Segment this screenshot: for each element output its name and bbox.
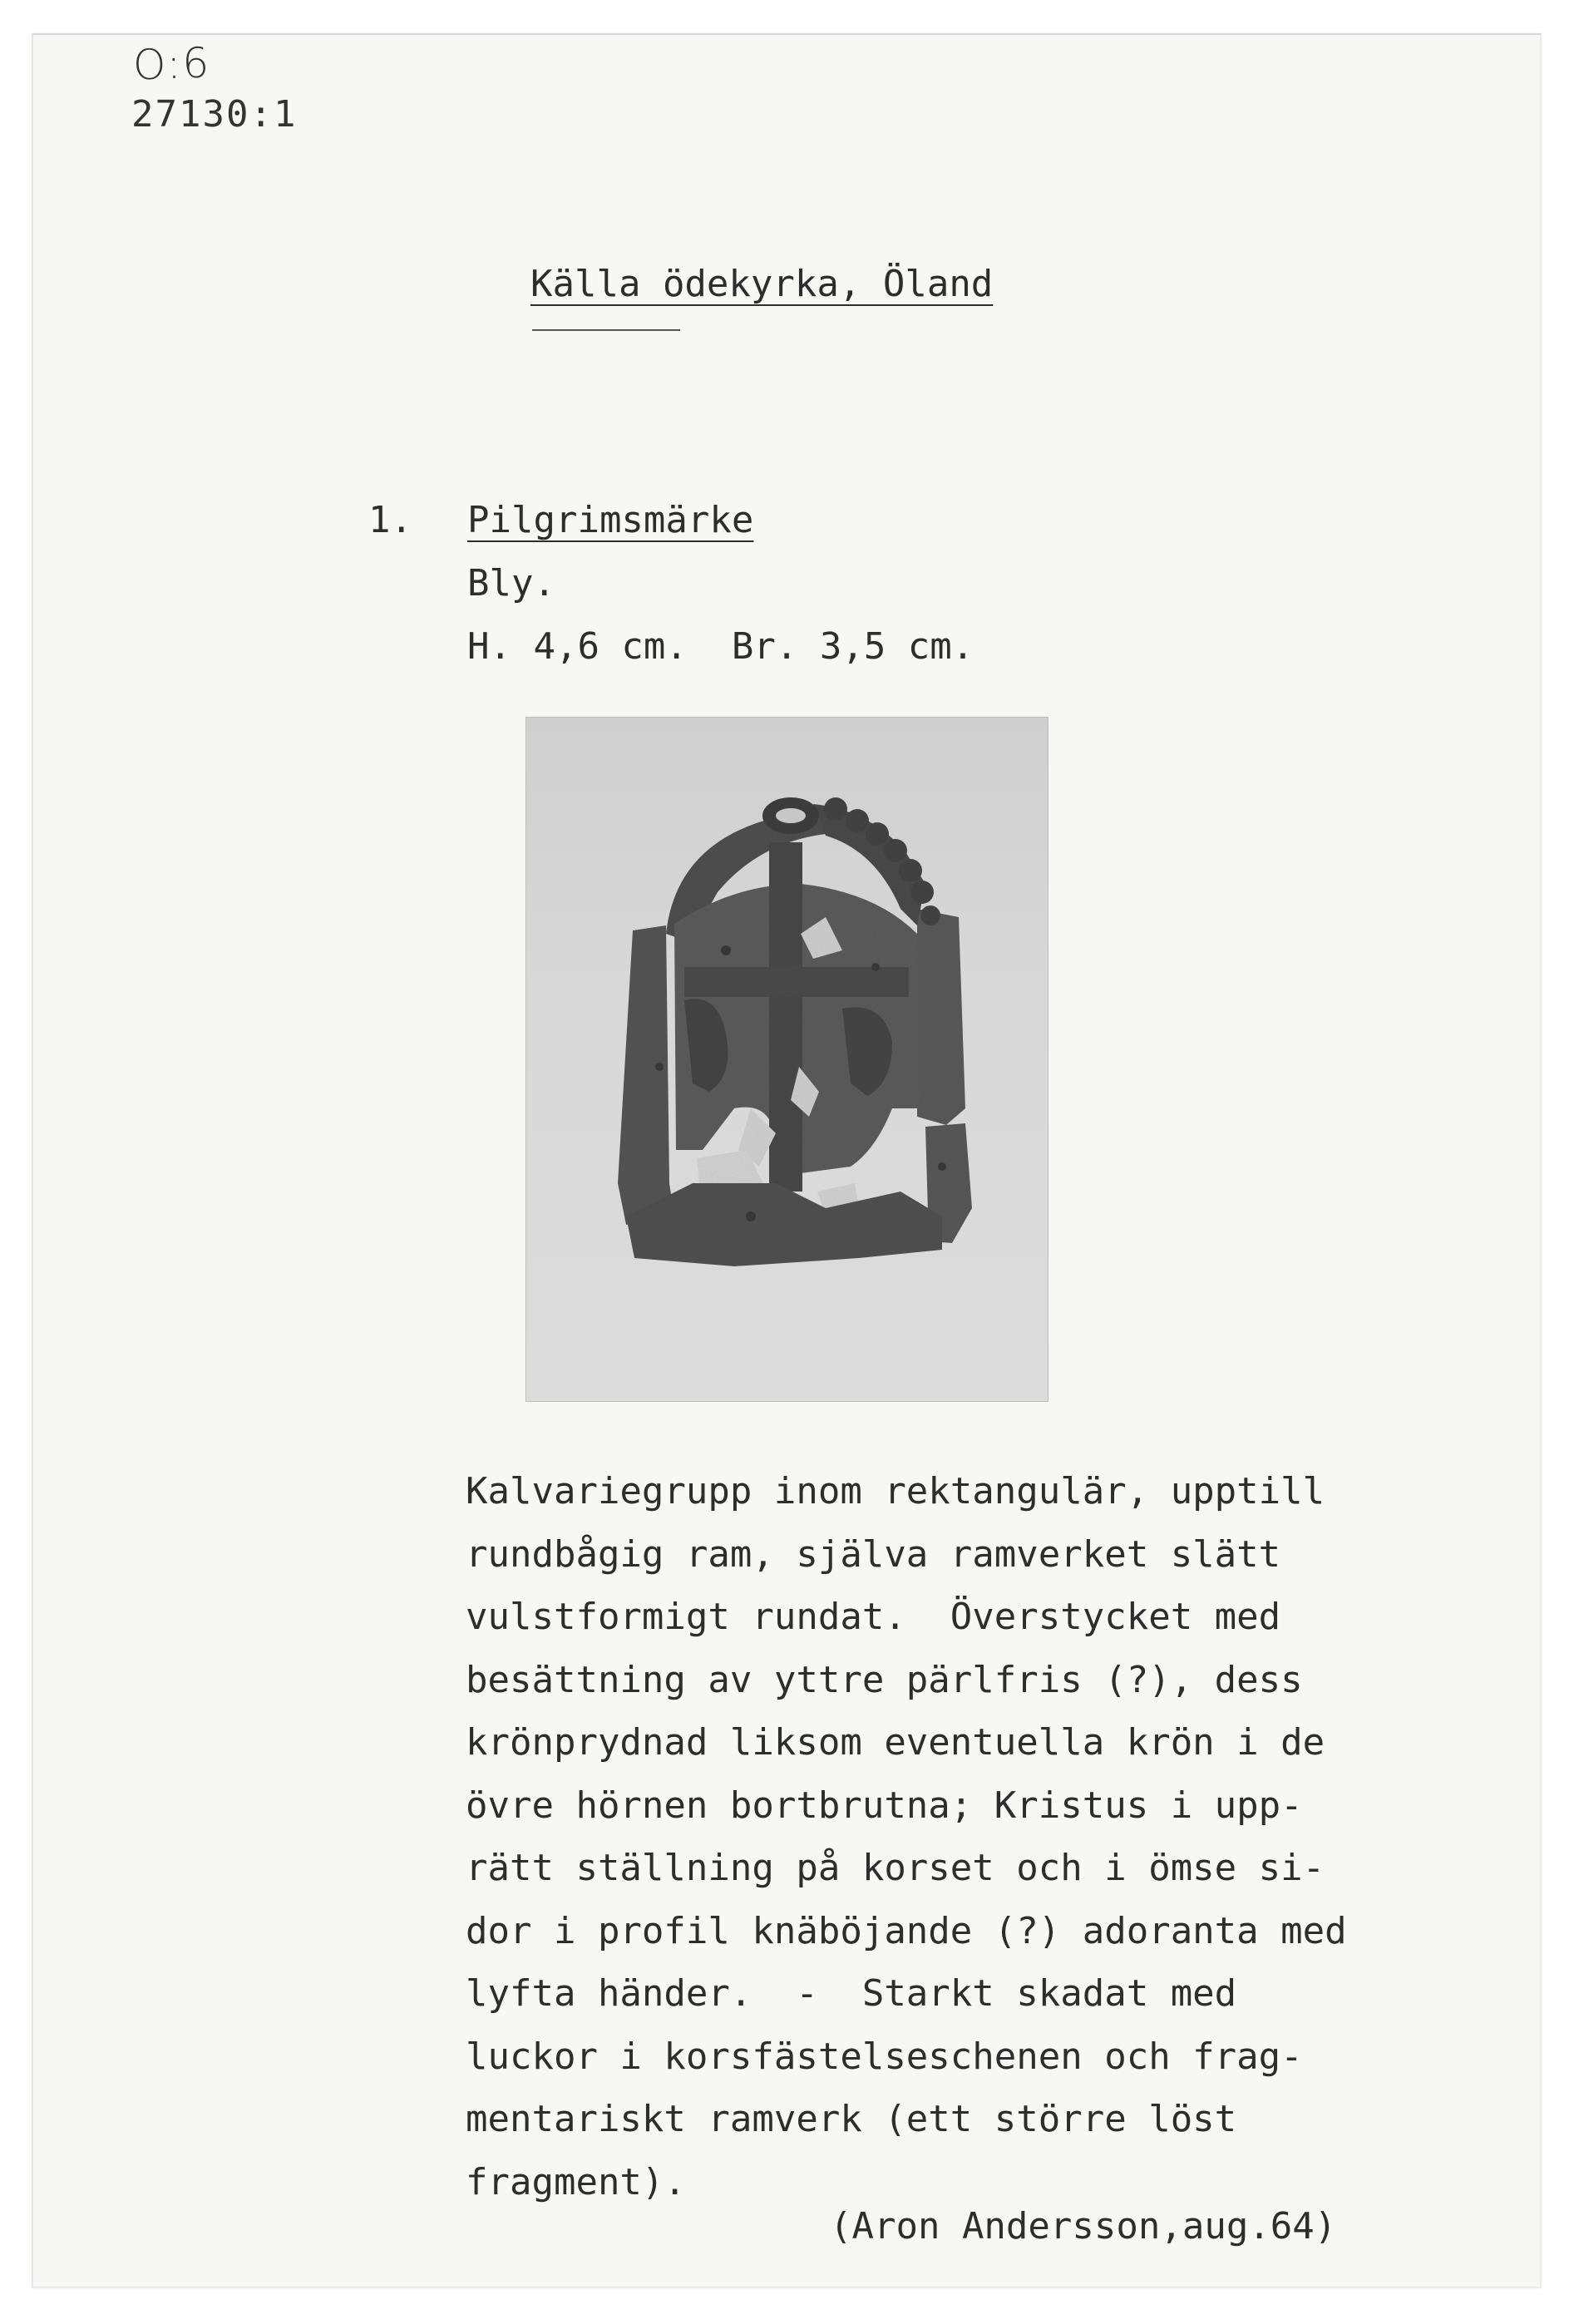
title-double-underline <box>532 329 680 331</box>
description-line: rätt ställning på korset och i ömse si- <box>466 1847 1325 1889</box>
description-line: Kalvariegrupp inom rektangulär, upptill <box>466 1470 1325 1512</box>
pilgrim-badge-photo <box>525 717 1049 1402</box>
description-line: rundbågig ram, själva ramverket slätt <box>466 1532 1281 1576</box>
description-line: dor i profil knäböjande (?) adoranta med <box>466 1909 1347 1952</box>
catalogue-number: 27130:1 <box>131 93 298 136</box>
item-dimensions: H. 4,6 cm. Br. 3,5 cm. <box>467 625 974 668</box>
site-title: Källa ödekyrka, Öland <box>530 263 994 305</box>
description-line: besättning av yttre pärlfris (?), dess <box>466 1658 1303 1701</box>
description-line: vulstformigt rundat. Överstycket med <box>466 1596 1281 1638</box>
description-text <box>466 1460 1513 2213</box>
pilgrim-badge-icon <box>526 718 1048 1401</box>
description-line: fragment). <box>466 2160 686 2203</box>
author-signature: (Aron Andersson,aug.64) <box>830 2205 1337 2248</box>
item-material: Bly. <box>467 562 555 604</box>
item-name: Pilgrimsmärke <box>467 499 754 541</box>
description-line: mentariskt ramverk (ett större löst <box>466 2098 1237 2140</box>
item-number: 1. <box>368 499 412 541</box>
description-line: krönprydnad liksom eventuella krön i de <box>466 1721 1325 1764</box>
description-line: övre hörnen bortbrutna; Kristus i upp- <box>466 1784 1303 1827</box>
description-line: lyfta händer. - Starkt skadat med <box>466 1972 1237 2015</box>
description-line: luckor i korsfästelseschenen och frag- <box>466 2035 1303 2078</box>
handwritten-mark: O:6 <box>132 38 212 90</box>
